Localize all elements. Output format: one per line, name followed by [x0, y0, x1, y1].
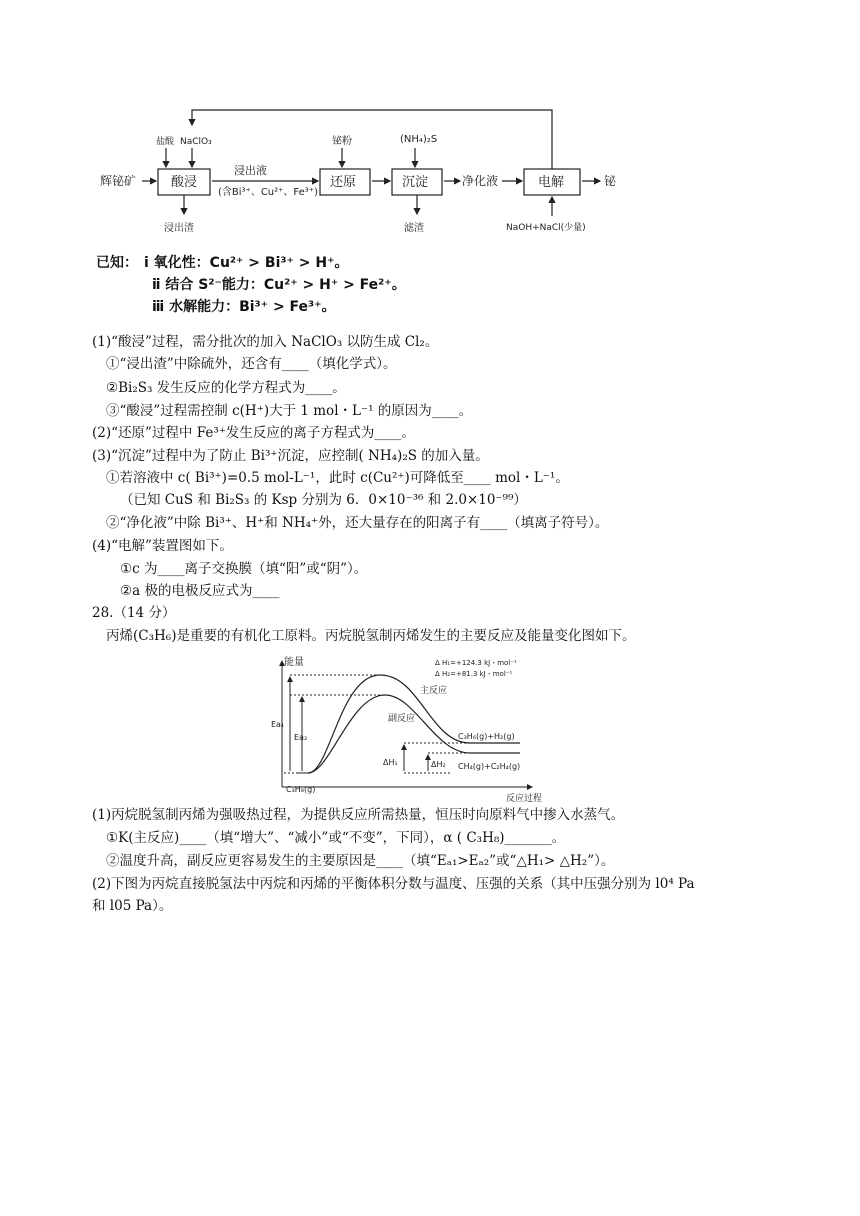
question-3: (3)“沉淀”过程中为了防止 Bi³⁺沉淀，应控制( NH₄)₂S 的加入量。 — [92, 448, 489, 464]
known-label: 已知： — [96, 255, 138, 271]
dh1-short-label: ΔH₁ — [383, 758, 398, 767]
question-28-1-1: ①K(主反应)____（填“增大”、“减小”或“不变”，下同），α ( C₃H₈)_______。 — [106, 830, 566, 846]
question-28-1-2: ②温度升高，副反应更容易发生的主要原因是____（填“Eₐ₁>Eₐ₂”或“△H₁> △H₂”）。 — [106, 853, 615, 869]
main-reaction-curve — [308, 675, 520, 773]
acid-label: 盐酸 — [156, 137, 175, 147]
question-4-2: ②a 极的电极反应式为____ — [120, 583, 280, 599]
purified-liquid-label: 净化液 — [462, 174, 499, 188]
known-conditions — [92, 250, 406, 318]
bi-powder-label: 铋粉 — [332, 136, 352, 147]
question-2: (2)“还原”过程中 Fe³⁺发生反应的离子方程式为____。 — [92, 425, 415, 441]
electrolysis-step-label: 电解 — [538, 175, 565, 190]
question-28-2: (2)下图为丙烷直接脱氢法中丙烷和丙烯的平衡体积分数与温度、压强的关系（其中压强分别为 l0⁴ Pa — [92, 876, 695, 892]
product-label: 铋 — [604, 174, 617, 188]
side-reaction-label: 副反应 — [388, 714, 416, 724]
filter-residue-label: 滤渣 — [404, 223, 424, 234]
question-4: (4)“电解”装置图如下。 — [92, 538, 233, 554]
product-side-label: CH₄(g)+C₂H₄(g) — [458, 762, 521, 771]
ea1-label: Ea₁ — [271, 720, 285, 729]
dh2-value: Δ H₂=+81.3 kJ・mol⁻¹ — [435, 670, 513, 678]
dh1-value: Δ H₁=+124.3 kJ・mol⁻¹ — [435, 659, 517, 667]
electrolyte-label: NaOH+NaCl(少量) — [506, 223, 586, 233]
precipitate-step-label: 沉淀 — [402, 175, 429, 190]
y-axis-label: 能量 — [284, 657, 304, 668]
x-axis-label: 反应过程 — [506, 794, 543, 803]
process-flowchart — [92, 100, 660, 240]
question-3-2: ②“净化液”中除 Bi³⁺、H⁺和 NH₄⁺外，还大量存在的阳离子有____（填离子符号）。 — [106, 515, 609, 531]
question-1-1: ①“浸出渣”中除硫外，还含有____（填化学式）。 — [106, 356, 397, 372]
leach-residue-label: 浸出渣 — [164, 223, 194, 234]
question-28-intro: 丙烯(C₃H₆)是重要的有机化工原料。丙烷脱氢制丙烯发生的主要反应及能量变化图如下。 — [106, 628, 636, 644]
question-3-1: ①若溶液中 c( Bi³⁺)=0.5 mol-L⁻¹，此时 c(Cu²⁺)可降低至____ mol・L⁻¹。 — [106, 470, 569, 486]
question-1-3: ③“酸浸”过程需控制 c(H⁺)大于 1 mol・L⁻¹ 的原因为____。 — [106, 403, 473, 419]
dh2-short-label: ΔH₂ — [431, 760, 446, 769]
known-item-i: ⅰ 氧化性：Cu²⁺ > Bi³⁺ > H⁺。 — [144, 255, 349, 271]
nh4s-label: (NH₄)₂S — [400, 134, 438, 145]
question-28-1: (1)丙烷脱氢制丙烯为强吸热过程，为提供反应所需热量，恒压时向原料气中掺入水蒸气。 — [92, 807, 625, 823]
reduce-step-label: 还原 — [330, 175, 357, 190]
leach-liquid-note: (含Bi³⁺、Cu²⁺、Fe³⁺) — [218, 187, 318, 198]
main-reaction-label: 主反应 — [420, 686, 448, 696]
naclo3-label: NaClO₃ — [180, 137, 212, 147]
ea2-label: Ea₂ — [294, 733, 308, 742]
question-3-1-note: （已知 CuS 和 Bi₂S₃ 的 Ksp 分别为 6．0×10⁻³⁶ 和 2.0×10⁻⁹⁹） — [120, 492, 527, 508]
question-1: (1)“酸浸”过程，需分批次的加入 NaClO₃ 以防生成 Cl₂。 — [92, 334, 439, 350]
known-item-ii: ⅱ 结合 S²⁻能力：Cu²⁺ > H⁺ > Fe²⁺。 — [152, 277, 406, 293]
question-4-1: ①c 为____离子交换膜（填“阳”或“阴”）。 — [120, 561, 368, 577]
question-28-2-cont: 和 l05 Pa）。 — [92, 898, 173, 914]
known-item-iii: ⅲ 水解能力：Bi³⁺ > Fe³⁺。 — [152, 299, 336, 315]
leach-step-label: 酸浸 — [171, 175, 198, 190]
product-main-label: C₃H₆(g)+H₂(g) — [458, 732, 515, 741]
leach-liquid-label: 浸出液 — [234, 164, 267, 177]
question-1-2: ②Bi₂S₃ 发生反应的化学方程式为____。 — [106, 380, 346, 396]
reactant-label: C₃H₈(g) — [286, 785, 316, 794]
energy-diagram — [270, 655, 560, 803]
question-28-header: 28.（14 分） — [92, 605, 176, 621]
ore-label: 辉铋矿 — [100, 174, 137, 188]
